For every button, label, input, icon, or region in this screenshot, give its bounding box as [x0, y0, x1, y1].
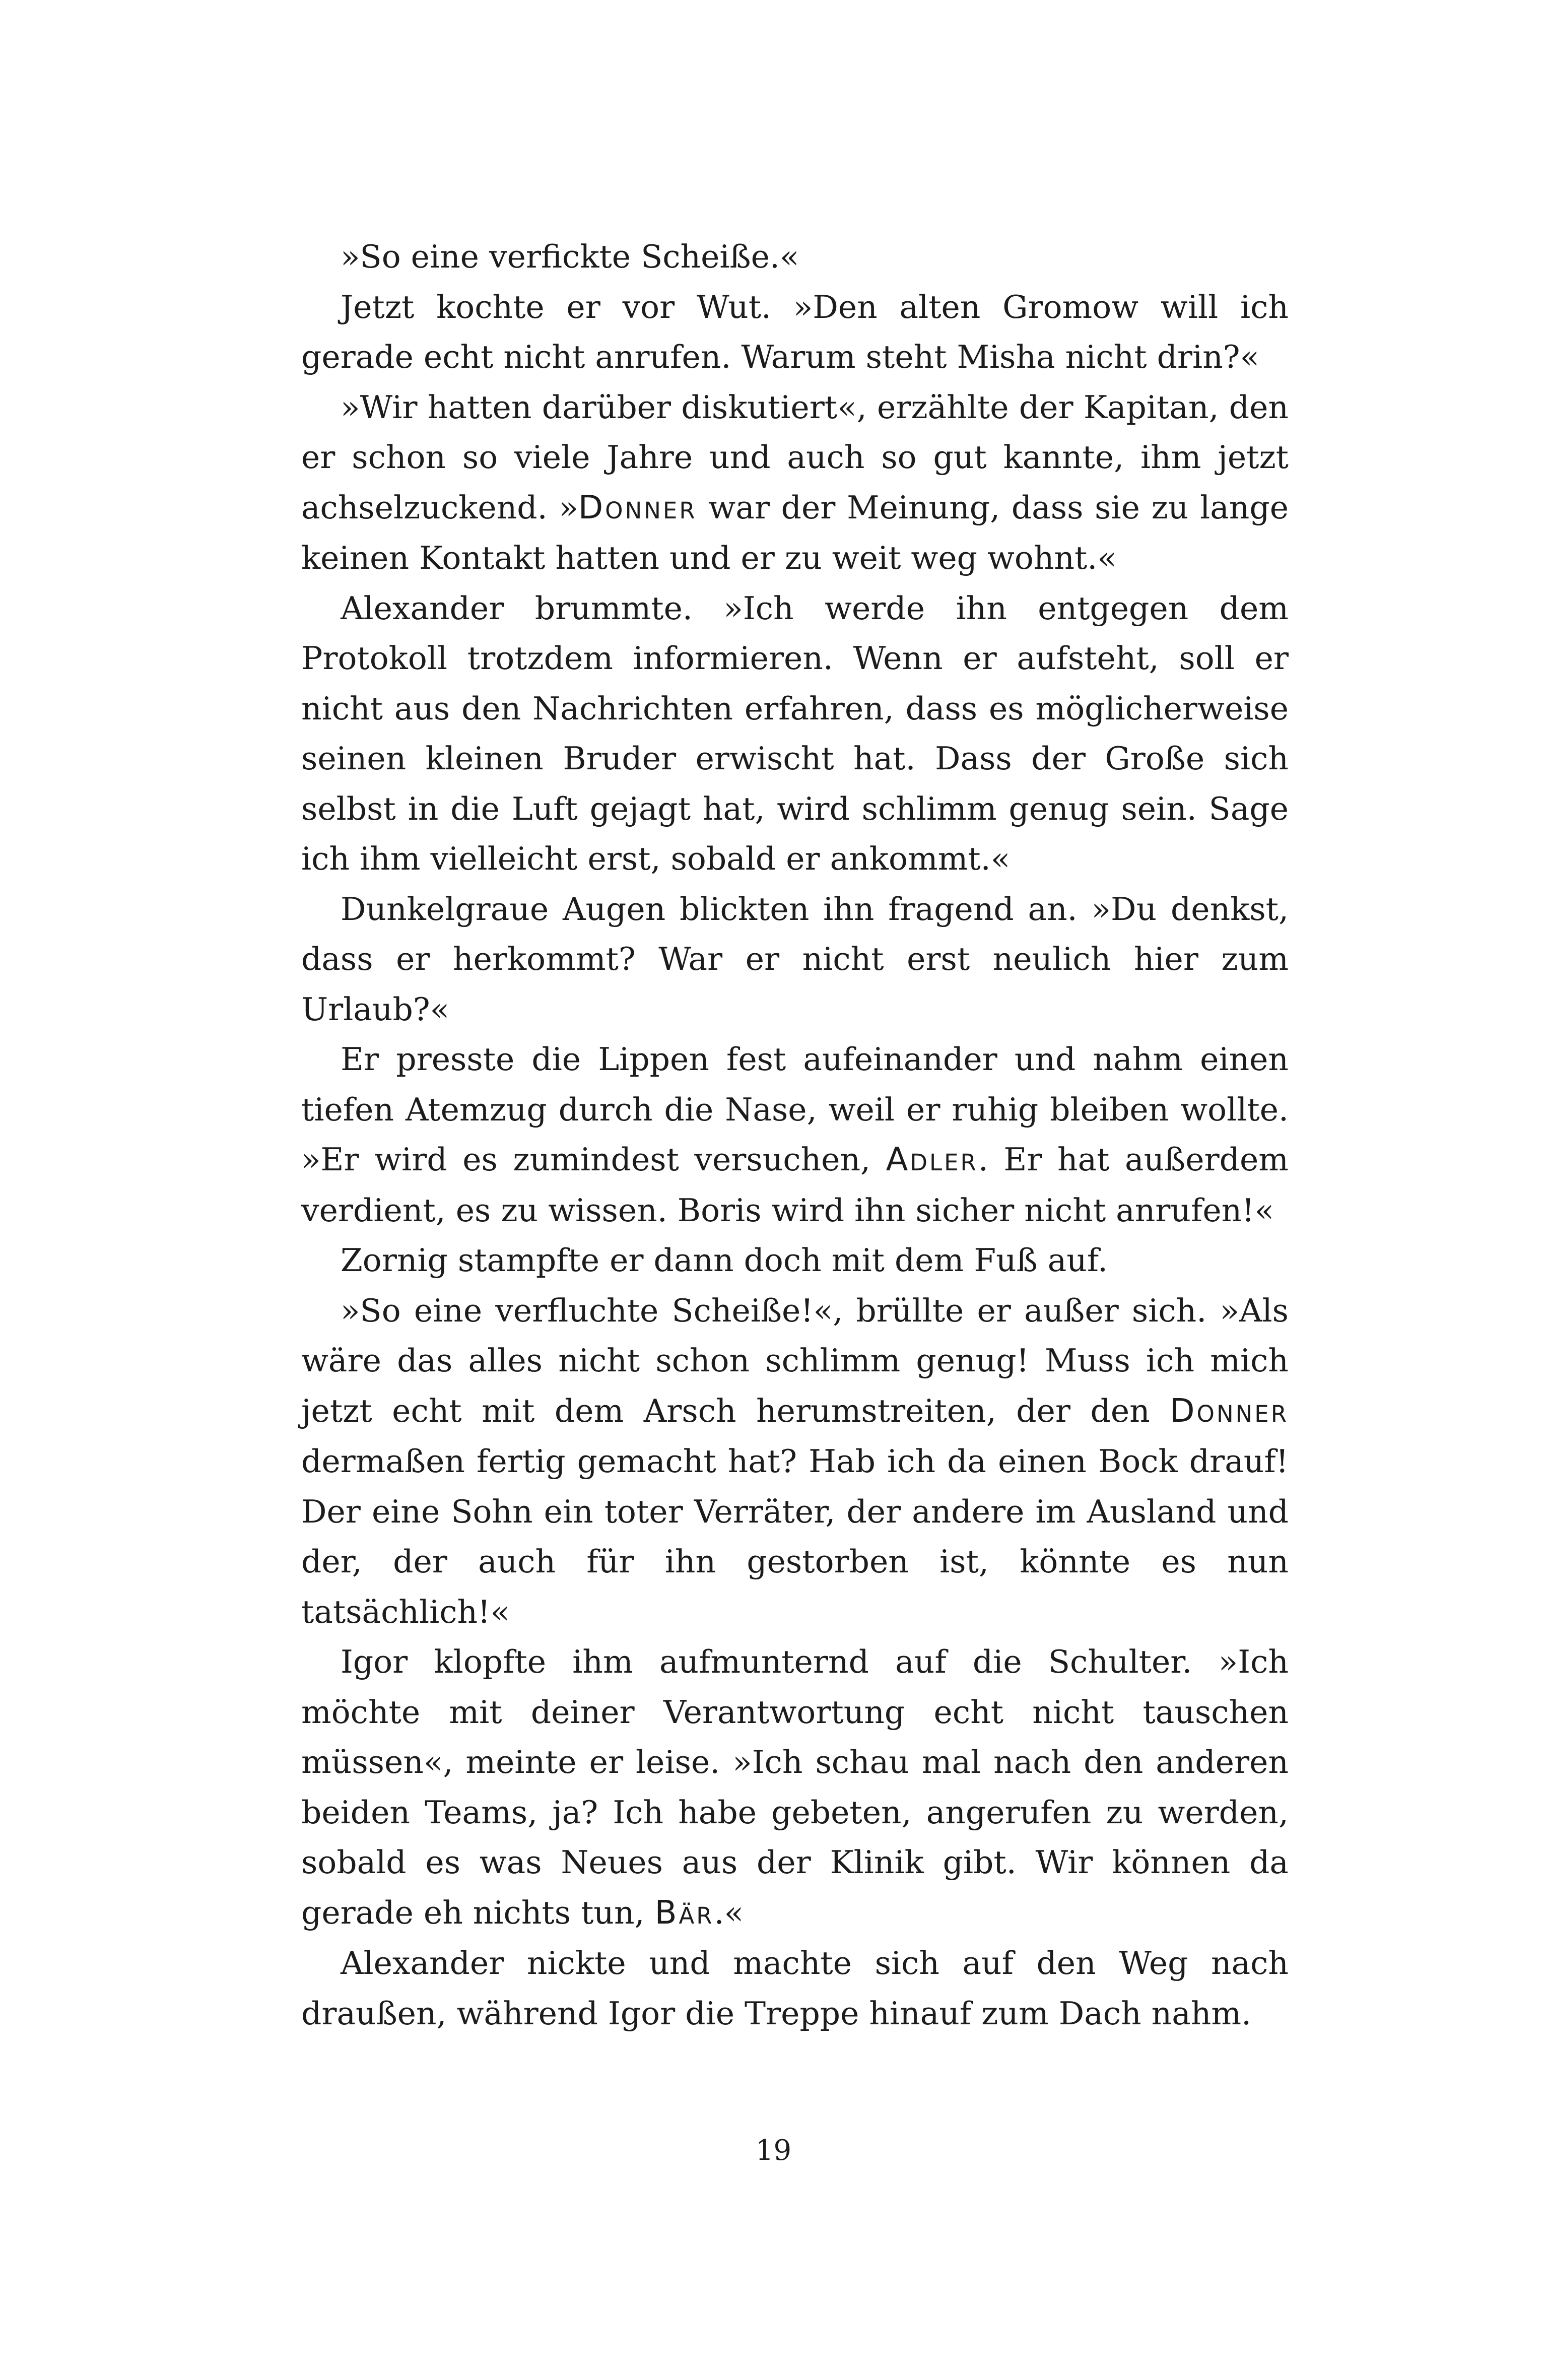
- paragraph: Zornig stampfte er dann doch mit dem Fuß auf.: [341, 1242, 1108, 1279]
- paragraph: Alexander brummte. »Ich werde ihn entgegen dem Protokoll trotzdem informieren. Wenn er aufsteht, soll er nicht aus den Nachrichten erfahren, dass es möglicherweise seinen kleinen Bruder erwischt hat. Dass der Große sich selbst in die Luft gejagt hat, wird schlimm genug sein. Sage ich ihm vielleicht erst, sobald er ankommt.«: [301, 589, 1289, 877]
- paragraph: »So eine verfluchte Scheiße!«, brüllte er außer sich. »Als wäre das alles nicht schon schlimm genug! Muss ich mich jetzt echt mit dem Arsch herumstreiten, der den Donner dermaßen fertig gemacht hat? Hab ich da einen Bock drauf! Der eine Sohn ein toter Verräter, der andere im Ausland und der, der auch für ihn gestorben ist, könnte es nun tatsächlich!«: [301, 1292, 1289, 1630]
- paragraph: »So eine verfickte Scheiße.«: [341, 238, 799, 275]
- paragraph: Alexander nickte und machte sich auf den Weg nach draußen, während Igor die Treppe hinauf zum Dach nahm.: [301, 1945, 1289, 2032]
- callsign: Adler: [886, 1141, 978, 1178]
- callsign: Bär: [654, 1894, 714, 1932]
- callsign: Donner: [578, 489, 697, 526]
- paragraph: Igor klopfte ihm aufmunternd auf die Schulter. »Ich möchte mit deiner Verantwortung echt nicht tauschen müssen«, meinte er leise. »Ich schau mal nach den anderen beiden Teams, ja? Ich habe gebeten, angerufen zu werden, sobald es was Neues aus der Klinik gibt. Wir können da gerade eh nichts tun, Bär.«: [301, 1643, 1289, 1932]
- paragraph: Dunkelgraue Augen blickten ihn fragend an. »Du denkst, dass er herkommt? War er nicht erst neulich hier zum Urlaub?«: [301, 890, 1289, 1028]
- paragraph: »Wir hatten darüber diskutiert«, erzählte der Kapitan, den er schon so viele Jahre und auch so gut kannte, ihm jetzt achselzuckend. »Donner war der Meinung, dass sie zu lange keinen Kontakt hatten und er zu weit weg wohnt.«: [301, 388, 1289, 576]
- page-number: 19: [755, 2134, 792, 2167]
- callsign: Donner: [1170, 1392, 1289, 1430]
- body-text: [301, 232, 1289, 2038]
- paragraph: Jetzt kochte er vor Wut. »Den alten Gromow will ich gerade echt nicht anrufen. Warum steht Misha nicht drin?«: [301, 288, 1289, 375]
- paragraph: Er presste die Lippen fest aufeinander und nahm einen tiefen Atemzug durch die Nase, weil er ruhig bleiben wollte. »Er wird es zumindest versuchen, Adler. Er hat außerdem verdient, es zu wissen. Boris wird ihn sicher nicht anrufen!«: [301, 1041, 1289, 1229]
